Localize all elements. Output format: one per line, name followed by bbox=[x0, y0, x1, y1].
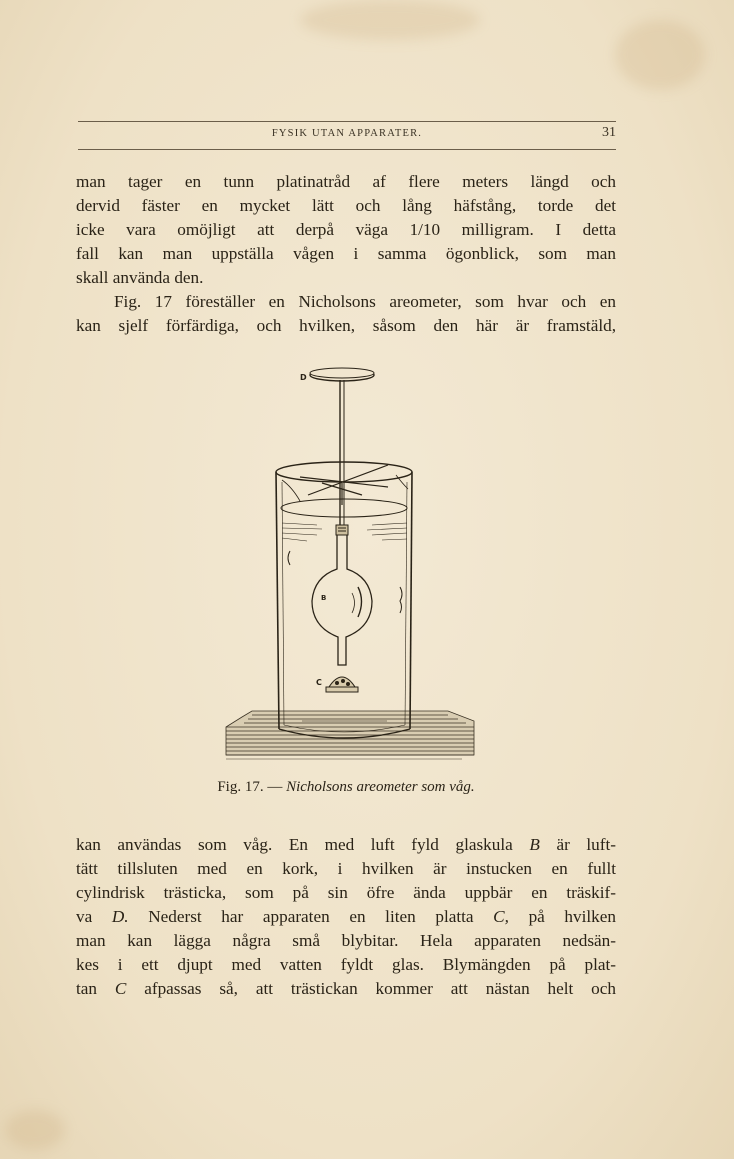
text-line: kan sjelf förfärdiga, och hvilken, såsom den här är framstäld, bbox=[76, 316, 616, 335]
text-line: man tager en tunn platinatråd af flere meters längd och bbox=[76, 172, 616, 191]
wooden-disc-d bbox=[310, 368, 374, 381]
paper-stain bbox=[300, 0, 480, 40]
page-number: 31 bbox=[602, 125, 616, 140]
text-run: är luft- bbox=[539, 835, 617, 854]
paragraph-1 bbox=[76, 170, 616, 290]
cork bbox=[336, 525, 348, 535]
running-head: FYSIK UTAN APPARATER. bbox=[271, 128, 423, 139]
text-run: afpassas så, att trästickan kommer att nästan helt och bbox=[126, 979, 616, 998]
header-rule-bottom bbox=[78, 149, 616, 150]
text-line: man kan lägga några små blybitar. Hela apparaten nedsän- bbox=[76, 931, 616, 950]
areometer-illustration bbox=[212, 355, 482, 775]
paragraph-3 bbox=[76, 833, 616, 1001]
text-line bbox=[76, 905, 616, 929]
text-line: fall kan man uppställa vågen i samma ögonblick, som man bbox=[76, 244, 616, 263]
text-line: tätt tillsluten med en kork, i hvilken är instucken en fullt bbox=[76, 859, 616, 878]
paper-stain bbox=[5, 1110, 65, 1150]
paper-stain bbox=[615, 20, 705, 90]
figure-caption bbox=[76, 779, 616, 796]
plate-c bbox=[326, 677, 358, 692]
text-run: Nederst har apparaten en liten platta bbox=[128, 907, 494, 926]
table-surface bbox=[226, 711, 474, 759]
text-run-italic: B bbox=[529, 835, 540, 854]
paragraph-2 bbox=[76, 290, 616, 338]
text-run: kan användas som våg. En med luft fyld glaskula bbox=[76, 835, 530, 854]
text-line: skall använda den. bbox=[76, 268, 204, 287]
side-marks bbox=[288, 551, 402, 613]
figure-label-c: C bbox=[316, 678, 322, 687]
text-line: dervid fäster en mycket lätt och lång häfstång, torde det bbox=[76, 196, 616, 215]
text-line: icke vara omöjligt att derpå väga 1/10 milligram. I detta bbox=[76, 220, 616, 239]
text-line: cylindrisk trästicka, som på sin öfre ända uppbär en träskif- bbox=[76, 883, 616, 902]
caption-title: Nicholsons areometer som våg. bbox=[286, 779, 475, 795]
text-line bbox=[76, 833, 616, 857]
text-run: va bbox=[76, 907, 112, 926]
caption-prefix: Fig. 17. — bbox=[217, 779, 287, 795]
text-run: på hvilken bbox=[508, 907, 616, 926]
text-line bbox=[76, 977, 616, 1001]
text-run-italic: C, bbox=[493, 907, 509, 926]
text-run-italic: C bbox=[114, 979, 127, 998]
text-run-italic: D. bbox=[111, 907, 129, 926]
text-run: tan bbox=[76, 979, 115, 998]
text-line: Fig. 17 föreställer en Nicholsons areometer, som hvar och en bbox=[114, 292, 616, 311]
header-rule-top bbox=[78, 121, 616, 122]
figure-label-d: D bbox=[300, 373, 307, 382]
figure-label-b: B bbox=[321, 594, 327, 602]
text-line: kes i ett djupt med vatten fyldt glas. Blymängden på plat- bbox=[76, 955, 616, 974]
